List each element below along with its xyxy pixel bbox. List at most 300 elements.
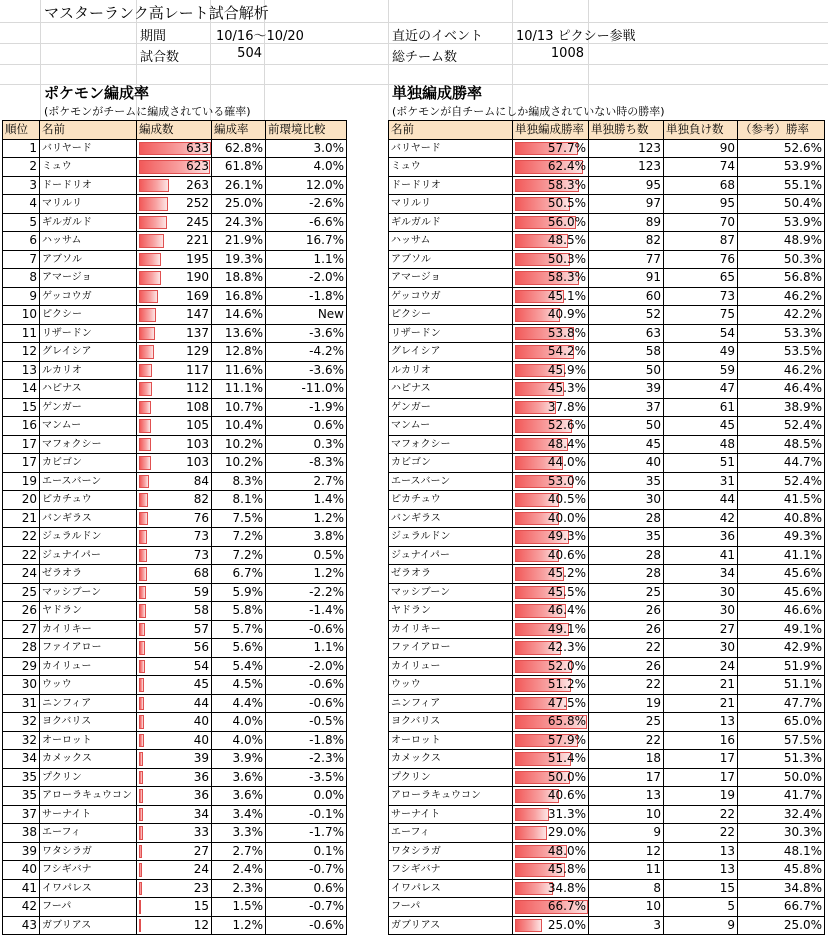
- rate-cell[interactable]: 18.8%: [212, 269, 266, 288]
- rank-cell[interactable]: 39: [3, 842, 40, 861]
- ref-rate-cell[interactable]: 40.8%: [738, 509, 825, 528]
- solo-rate-cell[interactable]: [513, 213, 589, 232]
- name-cell[interactable]: ヨクバリス: [389, 713, 513, 732]
- rank-cell[interactable]: 40: [3, 861, 40, 880]
- solo-rate-cell[interactable]: [513, 657, 589, 676]
- ref-rate-cell[interactable]: 53.9%: [738, 213, 825, 232]
- diff-cell[interactable]: -2.3%: [266, 750, 347, 769]
- rate-cell[interactable]: 5.6%: [212, 639, 266, 658]
- name-cell[interactable]: ルカリオ: [389, 361, 513, 380]
- rate-cell[interactable]: 4.4%: [212, 694, 266, 713]
- rank-cell[interactable]: 34: [3, 750, 40, 769]
- count-cell[interactable]: [137, 472, 212, 491]
- count-cell[interactable]: [137, 713, 212, 732]
- losses-cell[interactable]: 22: [664, 805, 738, 824]
- wins-cell[interactable]: 39: [589, 380, 664, 399]
- rank-cell[interactable]: 13: [3, 361, 40, 380]
- name-cell[interactable]: プクリン: [389, 768, 513, 787]
- ref-rate-cell[interactable]: 50.3%: [738, 250, 825, 269]
- rate-cell[interactable]: 1.2%: [212, 916, 266, 935]
- name-cell[interactable]: ファイアロー: [40, 639, 137, 658]
- name-cell[interactable]: ワタシラガ: [389, 842, 513, 861]
- ref-rate-cell[interactable]: 41.1%: [738, 546, 825, 565]
- name-cell[interactable]: アマージョ: [40, 269, 137, 288]
- losses-cell[interactable]: 74: [664, 158, 738, 177]
- rank-cell[interactable]: 41: [3, 879, 40, 898]
- rate-cell[interactable]: 10.2%: [212, 454, 266, 473]
- rank-cell[interactable]: 42: [3, 898, 40, 917]
- losses-cell[interactable]: 44: [664, 491, 738, 510]
- count-cell[interactable]: [137, 417, 212, 436]
- diff-cell[interactable]: -0.5%: [266, 713, 347, 732]
- wins-cell[interactable]: 25: [589, 583, 664, 602]
- wins-cell[interactable]: 77: [589, 250, 664, 269]
- diff-cell[interactable]: -0.6%: [266, 676, 347, 695]
- rank-cell[interactable]: 22: [3, 546, 40, 565]
- name-cell[interactable]: ウッウ: [40, 676, 137, 695]
- name-cell[interactable]: リザードン: [40, 324, 137, 343]
- rank-cell[interactable]: 32: [3, 713, 40, 732]
- name-cell[interactable]: ギルガルド: [40, 213, 137, 232]
- losses-cell[interactable]: 15: [664, 879, 738, 898]
- diff-cell[interactable]: -0.1%: [266, 805, 347, 824]
- diff-cell[interactable]: 1.4%: [266, 491, 347, 510]
- name-cell[interactable]: ピカチュウ: [389, 491, 513, 510]
- rate-cell[interactable]: 6.7%: [212, 565, 266, 584]
- count-cell[interactable]: [137, 824, 212, 843]
- ref-rate-cell[interactable]: 38.9%: [738, 398, 825, 417]
- rate-cell[interactable]: 11.1%: [212, 380, 266, 399]
- rate-cell[interactable]: 10.2%: [212, 435, 266, 454]
- ref-rate-cell[interactable]: 52.6%: [738, 139, 825, 158]
- solo-rate-cell[interactable]: [513, 583, 589, 602]
- count-cell[interactable]: [137, 768, 212, 787]
- name-cell[interactable]: ジュナイパー: [389, 546, 513, 565]
- name-cell[interactable]: サーナイト: [389, 805, 513, 824]
- rate-cell[interactable]: 62.8%: [212, 139, 266, 158]
- wins-cell[interactable]: 45: [589, 435, 664, 454]
- name-cell[interactable]: エースバーン: [40, 472, 137, 491]
- diff-cell[interactable]: 4.0%: [266, 158, 347, 177]
- header-rank[interactable]: 順位: [3, 121, 40, 140]
- ref-rate-cell[interactable]: 53.3%: [738, 324, 825, 343]
- name-cell[interactable]: ガブリアス: [389, 916, 513, 935]
- solo-rate-cell[interactable]: [513, 694, 589, 713]
- ref-rate-cell[interactable]: 41.7%: [738, 787, 825, 806]
- rank-cell[interactable]: 26: [3, 602, 40, 621]
- wins-cell[interactable]: 58: [589, 343, 664, 362]
- header-losses[interactable]: 単独負け数: [664, 121, 738, 140]
- diff-cell[interactable]: -0.6%: [266, 694, 347, 713]
- ref-rate-cell[interactable]: 48.9%: [738, 232, 825, 251]
- rate-cell[interactable]: 2.4%: [212, 861, 266, 880]
- name-cell[interactable]: ハピナス: [40, 380, 137, 399]
- name-cell[interactable]: エースバーン: [389, 472, 513, 491]
- solo-rate-cell[interactable]: [513, 731, 589, 750]
- rate-cell[interactable]: 8.1%: [212, 491, 266, 510]
- solo-rate-cell[interactable]: [513, 139, 589, 158]
- count-cell[interactable]: [137, 491, 212, 510]
- rank-cell[interactable]: 1: [3, 139, 40, 158]
- name-cell[interactable]: カイリュー: [40, 657, 137, 676]
- rank-cell[interactable]: 21: [3, 509, 40, 528]
- ref-rate-cell[interactable]: 42.2%: [738, 306, 825, 325]
- name-cell[interactable]: バンギラス: [389, 509, 513, 528]
- name-cell[interactable]: バンギラス: [40, 509, 137, 528]
- name-cell[interactable]: リザードン: [389, 324, 513, 343]
- wins-cell[interactable]: 95: [589, 176, 664, 195]
- losses-cell[interactable]: 9: [664, 916, 738, 935]
- rank-cell[interactable]: 28: [3, 639, 40, 658]
- diff-cell[interactable]: -3.5%: [266, 768, 347, 787]
- name-cell[interactable]: マリルリ: [40, 195, 137, 214]
- rank-cell[interactable]: 22: [3, 528, 40, 547]
- solo-rate-cell[interactable]: [513, 546, 589, 565]
- solo-rate-cell[interactable]: [513, 750, 589, 769]
- rank-cell[interactable]: 25: [3, 583, 40, 602]
- diff-cell[interactable]: -2.6%: [266, 195, 347, 214]
- count-cell[interactable]: [137, 380, 212, 399]
- solo-rate-cell[interactable]: [513, 509, 589, 528]
- header-name[interactable]: 名前: [40, 121, 137, 140]
- count-cell[interactable]: [137, 787, 212, 806]
- name-cell[interactable]: カイリキー: [389, 620, 513, 639]
- losses-cell[interactable]: 47: [664, 380, 738, 399]
- losses-cell[interactable]: 24: [664, 657, 738, 676]
- count-cell[interactable]: [137, 139, 212, 158]
- diff-cell[interactable]: -3.6%: [266, 361, 347, 380]
- name-cell[interactable]: ジュラルドン: [40, 528, 137, 547]
- solo-rate-cell[interactable]: [513, 454, 589, 473]
- rate-cell[interactable]: 4.5%: [212, 676, 266, 695]
- diff-cell[interactable]: -1.8%: [266, 731, 347, 750]
- losses-cell[interactable]: 48: [664, 435, 738, 454]
- rate-cell[interactable]: 4.0%: [212, 713, 266, 732]
- diff-cell[interactable]: -0.7%: [266, 898, 347, 917]
- header-solo-rate[interactable]: 単独編成勝率: [513, 121, 589, 140]
- losses-cell[interactable]: 42: [664, 509, 738, 528]
- ref-rate-cell[interactable]: 57.5%: [738, 731, 825, 750]
- name-cell[interactable]: ドードリオ: [389, 176, 513, 195]
- count-cell[interactable]: [137, 657, 212, 676]
- diff-cell[interactable]: 0.3%: [266, 435, 347, 454]
- name-cell[interactable]: カメックス: [40, 750, 137, 769]
- name-cell[interactable]: ウッウ: [389, 676, 513, 695]
- count-cell[interactable]: [137, 250, 212, 269]
- wins-cell[interactable]: 28: [589, 546, 664, 565]
- ref-rate-cell[interactable]: 66.7%: [738, 898, 825, 917]
- count-cell[interactable]: [137, 583, 212, 602]
- ref-rate-cell[interactable]: 45.8%: [738, 861, 825, 880]
- wins-cell[interactable]: 18: [589, 750, 664, 769]
- name-cell[interactable]: グレイシア: [389, 343, 513, 362]
- count-cell[interactable]: [137, 454, 212, 473]
- rank-cell[interactable]: 6: [3, 232, 40, 251]
- count-cell[interactable]: [137, 195, 212, 214]
- rank-cell[interactable]: 35: [3, 787, 40, 806]
- name-cell[interactable]: ニンフィア: [40, 694, 137, 713]
- ref-rate-cell[interactable]: 53.5%: [738, 343, 825, 362]
- count-cell[interactable]: [137, 602, 212, 621]
- solo-rate-cell[interactable]: [513, 417, 589, 436]
- wins-cell[interactable]: 123: [589, 158, 664, 177]
- header-count[interactable]: 編成数: [137, 121, 212, 140]
- diff-cell[interactable]: 2.7%: [266, 472, 347, 491]
- diff-cell[interactable]: -1.4%: [266, 602, 347, 621]
- count-cell[interactable]: [137, 639, 212, 658]
- wins-cell[interactable]: 10: [589, 898, 664, 917]
- ref-rate-cell[interactable]: 55.1%: [738, 176, 825, 195]
- count-cell[interactable]: [137, 213, 212, 232]
- header-name[interactable]: 名前: [389, 121, 513, 140]
- name-cell[interactable]: ピクシー: [40, 306, 137, 325]
- ref-rate-cell[interactable]: 25.0%: [738, 916, 825, 935]
- losses-cell[interactable]: 68: [664, 176, 738, 195]
- rank-cell[interactable]: 12: [3, 343, 40, 362]
- losses-cell[interactable]: 61: [664, 398, 738, 417]
- losses-cell[interactable]: 73: [664, 287, 738, 306]
- name-cell[interactable]: ハッサム: [389, 232, 513, 251]
- diff-cell[interactable]: -1.7%: [266, 824, 347, 843]
- ref-rate-cell[interactable]: 41.5%: [738, 491, 825, 510]
- rank-cell[interactable]: 10: [3, 306, 40, 325]
- wins-cell[interactable]: 91: [589, 269, 664, 288]
- count-cell[interactable]: [137, 306, 212, 325]
- rank-cell[interactable]: 11: [3, 324, 40, 343]
- diff-cell[interactable]: 16.7%: [266, 232, 347, 251]
- losses-cell[interactable]: 16: [664, 731, 738, 750]
- solo-rate-cell[interactable]: [513, 805, 589, 824]
- name-cell[interactable]: カイリュー: [389, 657, 513, 676]
- rate-cell[interactable]: 10.4%: [212, 417, 266, 436]
- diff-cell[interactable]: 1.1%: [266, 250, 347, 269]
- wins-cell[interactable]: 22: [589, 676, 664, 695]
- name-cell[interactable]: ヤドラン: [389, 602, 513, 621]
- ref-rate-cell[interactable]: 46.6%: [738, 602, 825, 621]
- name-cell[interactable]: フシギバナ: [40, 861, 137, 880]
- rate-cell[interactable]: 19.3%: [212, 250, 266, 269]
- ref-rate-cell[interactable]: 45.6%: [738, 583, 825, 602]
- solo-rate-cell[interactable]: [513, 435, 589, 454]
- losses-cell[interactable]: 30: [664, 639, 738, 658]
- rate-cell[interactable]: 25.0%: [212, 195, 266, 214]
- losses-cell[interactable]: 21: [664, 694, 738, 713]
- rate-cell[interactable]: 3.6%: [212, 768, 266, 787]
- wins-cell[interactable]: 40: [589, 454, 664, 473]
- rank-cell[interactable]: 2: [3, 158, 40, 177]
- header-ref-rate[interactable]: （参考）勝率: [738, 121, 825, 140]
- name-cell[interactable]: フーパ: [40, 898, 137, 917]
- rank-cell[interactable]: 37: [3, 805, 40, 824]
- rank-cell[interactable]: 27: [3, 620, 40, 639]
- header-wins[interactable]: 単独勝ち数: [589, 121, 664, 140]
- solo-rate-cell[interactable]: [513, 898, 589, 917]
- rate-cell[interactable]: 26.1%: [212, 176, 266, 195]
- losses-cell[interactable]: 5: [664, 898, 738, 917]
- solo-rate-cell[interactable]: [513, 269, 589, 288]
- rate-cell[interactable]: 7.2%: [212, 546, 266, 565]
- rate-cell[interactable]: 5.8%: [212, 602, 266, 621]
- diff-cell[interactable]: -6.6%: [266, 213, 347, 232]
- name-cell[interactable]: マッシブーン: [389, 583, 513, 602]
- name-cell[interactable]: イワパレス: [389, 879, 513, 898]
- name-cell[interactable]: バリヤード: [40, 139, 137, 158]
- count-cell[interactable]: [137, 176, 212, 195]
- name-cell[interactable]: フシギバナ: [389, 861, 513, 880]
- rank-cell[interactable]: 8: [3, 269, 40, 288]
- rate-cell[interactable]: 12.8%: [212, 343, 266, 362]
- rank-cell[interactable]: 7: [3, 250, 40, 269]
- count-cell[interactable]: [137, 528, 212, 547]
- name-cell[interactable]: ハッサム: [40, 232, 137, 251]
- diff-cell[interactable]: New: [266, 306, 347, 325]
- rate-cell[interactable]: 7.2%: [212, 528, 266, 547]
- wins-cell[interactable]: 22: [589, 639, 664, 658]
- count-cell[interactable]: [137, 343, 212, 362]
- ref-rate-cell[interactable]: 50.4%: [738, 195, 825, 214]
- solo-rate-cell[interactable]: [513, 250, 589, 269]
- count-cell[interactable]: [137, 805, 212, 824]
- losses-cell[interactable]: 30: [664, 583, 738, 602]
- name-cell[interactable]: サーナイト: [40, 805, 137, 824]
- name-cell[interactable]: ゼラオラ: [389, 565, 513, 584]
- losses-cell[interactable]: 21: [664, 676, 738, 695]
- rank-cell[interactable]: 35: [3, 768, 40, 787]
- wins-cell[interactable]: 50: [589, 417, 664, 436]
- name-cell[interactable]: ガブリアス: [40, 916, 137, 935]
- ref-rate-cell[interactable]: 48.5%: [738, 435, 825, 454]
- wins-cell[interactable]: 63: [589, 324, 664, 343]
- name-cell[interactable]: アマージョ: [389, 269, 513, 288]
- diff-cell[interactable]: -11.0%: [266, 380, 347, 399]
- count-cell[interactable]: [137, 269, 212, 288]
- name-cell[interactable]: カイリキー: [40, 620, 137, 639]
- solo-rate-cell[interactable]: [513, 713, 589, 732]
- diff-cell[interactable]: -8.3%: [266, 454, 347, 473]
- wins-cell[interactable]: 3: [589, 916, 664, 935]
- ref-rate-cell[interactable]: 45.6%: [738, 565, 825, 584]
- diff-cell[interactable]: 1.2%: [266, 565, 347, 584]
- name-cell[interactable]: プクリン: [40, 768, 137, 787]
- name-cell[interactable]: オーロット: [40, 731, 137, 750]
- solo-rate-cell[interactable]: [513, 842, 589, 861]
- ref-rate-cell[interactable]: 44.7%: [738, 454, 825, 473]
- rate-cell[interactable]: 3.3%: [212, 824, 266, 843]
- name-cell[interactable]: ニンフィア: [389, 694, 513, 713]
- solo-rate-cell[interactable]: [513, 361, 589, 380]
- count-cell[interactable]: [137, 694, 212, 713]
- wins-cell[interactable]: 26: [589, 620, 664, 639]
- rank-cell[interactable]: 31: [3, 694, 40, 713]
- ref-rate-cell[interactable]: 51.9%: [738, 657, 825, 676]
- name-cell[interactable]: グレイシア: [40, 343, 137, 362]
- wins-cell[interactable]: 19: [589, 694, 664, 713]
- name-cell[interactable]: ドードリオ: [40, 176, 137, 195]
- solo-rate-cell[interactable]: [513, 565, 589, 584]
- diff-cell[interactable]: 0.6%: [266, 879, 347, 898]
- rate-cell[interactable]: 5.4%: [212, 657, 266, 676]
- ref-rate-cell[interactable]: 32.4%: [738, 805, 825, 824]
- name-cell[interactable]: アローラキュウコン: [389, 787, 513, 806]
- name-cell[interactable]: マッシブーン: [40, 583, 137, 602]
- diff-cell[interactable]: 0.5%: [266, 546, 347, 565]
- name-cell[interactable]: ゲンガー: [389, 398, 513, 417]
- losses-cell[interactable]: 76: [664, 250, 738, 269]
- losses-cell[interactable]: 70: [664, 213, 738, 232]
- rate-cell[interactable]: 21.9%: [212, 232, 266, 251]
- name-cell[interactable]: バリヤード: [389, 139, 513, 158]
- losses-cell[interactable]: 59: [664, 361, 738, 380]
- rank-cell[interactable]: 17: [3, 435, 40, 454]
- rate-cell[interactable]: 10.7%: [212, 398, 266, 417]
- name-cell[interactable]: ギルガルド: [389, 213, 513, 232]
- ref-rate-cell[interactable]: 52.4%: [738, 472, 825, 491]
- ref-rate-cell[interactable]: 56.8%: [738, 269, 825, 288]
- losses-cell[interactable]: 54: [664, 324, 738, 343]
- diff-cell[interactable]: -4.2%: [266, 343, 347, 362]
- ref-rate-cell[interactable]: 30.3%: [738, 824, 825, 843]
- rank-cell[interactable]: 30: [3, 676, 40, 695]
- ref-rate-cell[interactable]: 51.1%: [738, 676, 825, 695]
- ref-rate-cell[interactable]: 46.4%: [738, 380, 825, 399]
- wins-cell[interactable]: 10: [589, 805, 664, 824]
- diff-cell[interactable]: -3.6%: [266, 324, 347, 343]
- count-cell[interactable]: [137, 842, 212, 861]
- losses-cell[interactable]: 27: [664, 620, 738, 639]
- wins-cell[interactable]: 30: [589, 491, 664, 510]
- rank-cell[interactable]: 3: [3, 176, 40, 195]
- count-cell[interactable]: [137, 158, 212, 177]
- diff-cell[interactable]: -0.7%: [266, 861, 347, 880]
- name-cell[interactable]: エーフィ: [40, 824, 137, 843]
- losses-cell[interactable]: 17: [664, 750, 738, 769]
- losses-cell[interactable]: 13: [664, 842, 738, 861]
- solo-rate-cell[interactable]: [513, 768, 589, 787]
- count-cell[interactable]: [137, 565, 212, 584]
- losses-cell[interactable]: 36: [664, 528, 738, 547]
- count-cell[interactable]: [137, 879, 212, 898]
- wins-cell[interactable]: 50: [589, 361, 664, 380]
- diff-cell[interactable]: -0.6%: [266, 620, 347, 639]
- rank-cell[interactable]: 9: [3, 287, 40, 306]
- losses-cell[interactable]: 45: [664, 417, 738, 436]
- count-cell[interactable]: [137, 750, 212, 769]
- name-cell[interactable]: オーロット: [389, 731, 513, 750]
- wins-cell[interactable]: 35: [589, 528, 664, 547]
- count-cell[interactable]: [137, 509, 212, 528]
- name-cell[interactable]: アローラキュウコン: [40, 787, 137, 806]
- solo-rate-cell[interactable]: [513, 528, 589, 547]
- wins-cell[interactable]: 9: [589, 824, 664, 843]
- wins-cell[interactable]: 25: [589, 713, 664, 732]
- name-cell[interactable]: ゲッコウガ: [40, 287, 137, 306]
- name-cell[interactable]: イワパレス: [40, 879, 137, 898]
- wins-cell[interactable]: 26: [589, 657, 664, 676]
- ref-rate-cell[interactable]: 42.9%: [738, 639, 825, 658]
- solo-rate-cell[interactable]: [513, 176, 589, 195]
- diff-cell[interactable]: -1.9%: [266, 398, 347, 417]
- losses-cell[interactable]: 30: [664, 602, 738, 621]
- name-cell[interactable]: ミュウ: [389, 158, 513, 177]
- solo-rate-cell[interactable]: [513, 380, 589, 399]
- rank-cell[interactable]: 32: [3, 731, 40, 750]
- ref-rate-cell[interactable]: 52.4%: [738, 417, 825, 436]
- name-cell[interactable]: ゼラオラ: [40, 565, 137, 584]
- wins-cell[interactable]: 123: [589, 139, 664, 158]
- rate-cell[interactable]: 14.6%: [212, 306, 266, 325]
- solo-rate-cell[interactable]: [513, 879, 589, 898]
- wins-cell[interactable]: 52: [589, 306, 664, 325]
